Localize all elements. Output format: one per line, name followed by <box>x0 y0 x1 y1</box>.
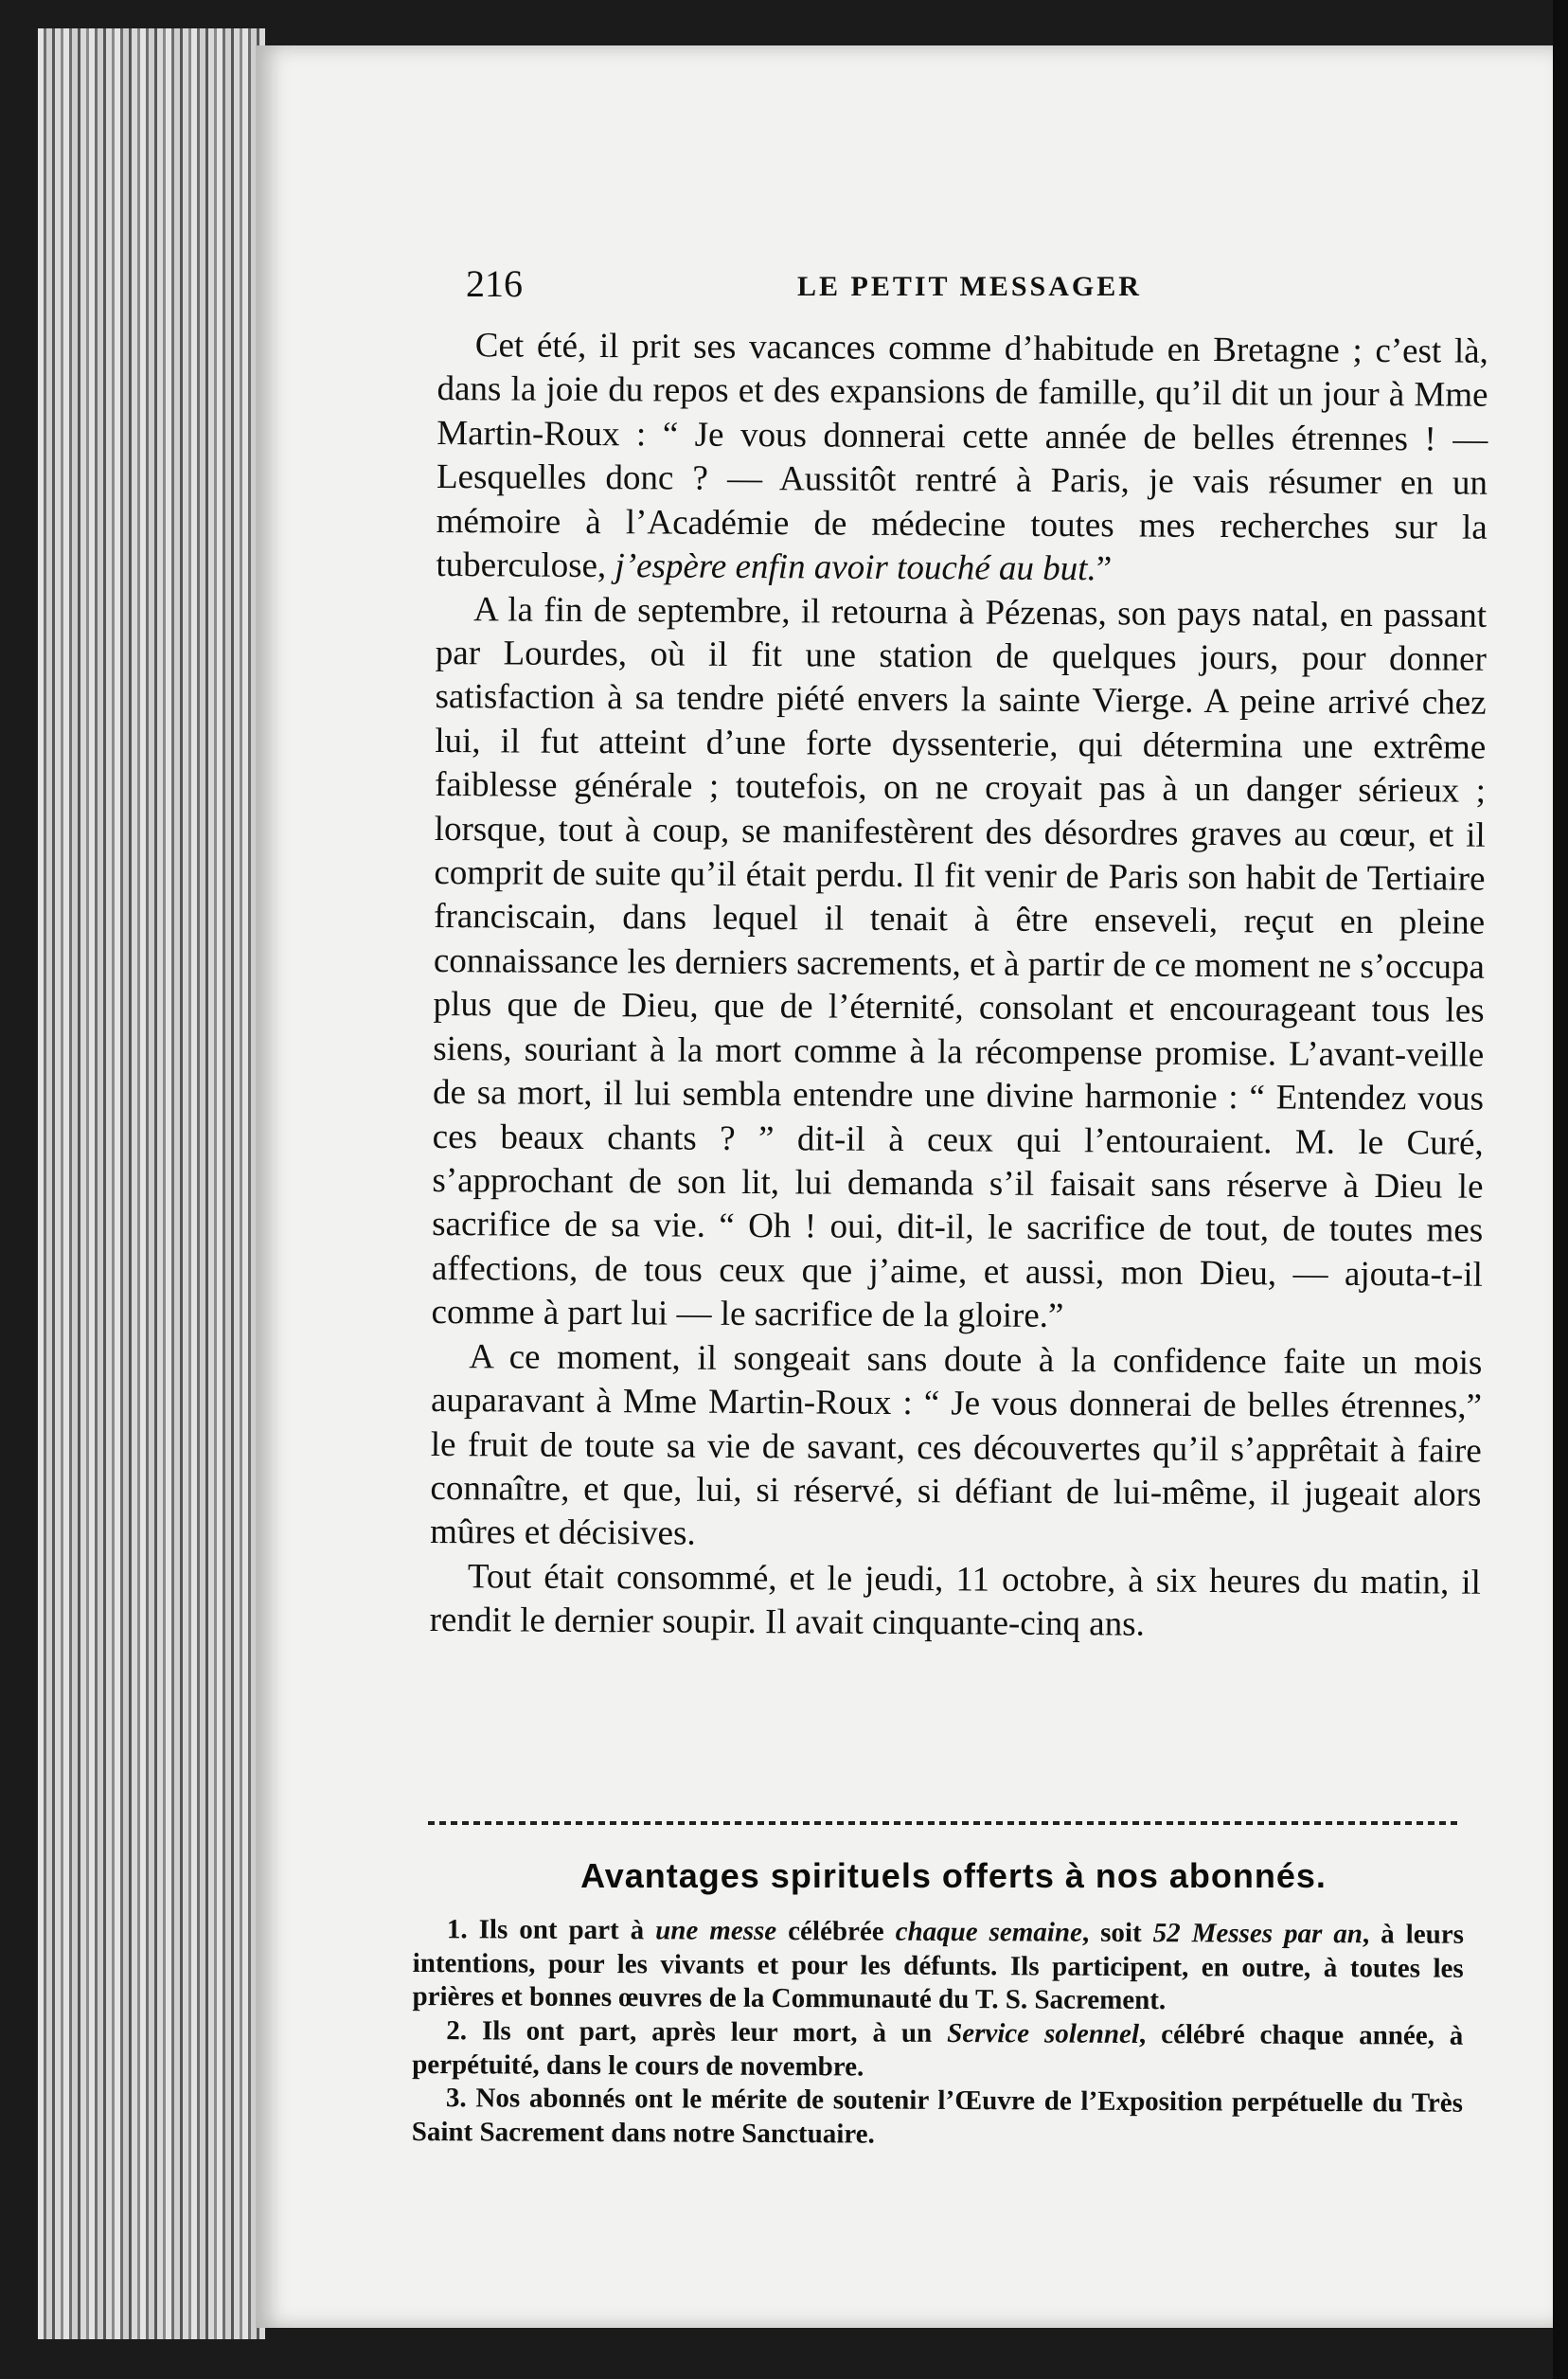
page-shadow-edge <box>1553 0 1568 2379</box>
page-number: 216 <box>466 262 523 305</box>
benefit-1-text-b: célébrée <box>776 1916 896 1947</box>
paragraph-4: Tout était consommé, et le jeudi, 11 octobre, à six heures du matin, il rendit le dernier soupir. Il avait cinquante-cinq ans. <box>429 1557 1482 1644</box>
running-title: LE PETIT MESSAGER <box>797 271 1142 302</box>
benefits-list <box>412 1913 1464 2155</box>
benefit-2-number: 2. <box>446 2015 468 2047</box>
paragraph-1-text: Cet été, il prit ses vacances comme d’habitude en Bretagne ; c’est là, dans la joie du repos et des expansions de famille, qu’il dit un jour à Mme Martin-Roux : “ Je vous donnerai cette année de belles étrennes ! — Lesquelles donc ? — Aussitôt rentré à Paris, je vais résumer en un mémoire à l’Académie de médecine toutes mes recherches sur la tuberculose, <box>436 326 1488 586</box>
paragraph-1 <box>436 324 1488 594</box>
benefit-1-italic-2: chaque semaine <box>895 1916 1083 1948</box>
benefit-1-italic-3: 52 Messes par an <box>1152 1918 1363 1950</box>
benefit-2-text-b: , célébré chaque année, à perpétuité, dans le cours de novembre. <box>412 2018 1464 2083</box>
paragraph-1-italic: j’espère enfin avoir touché au but. <box>615 546 1096 589</box>
benefit-1-text-a: Ils ont part à <box>478 1914 656 1946</box>
section-title: Avantages spirituels offerts à nos abonnés. <box>580 1856 1327 1895</box>
paragraph-2: A la fin de septembre, il retourna à Pézenas, son pays natal, en passant par Lourdes, où il fit une station de quelques jours, pour donner satisfaction à sa tendre piété envers la sainte Vierge. A peine arrivé chez lui, il fut atteint d’une forte dyssenterie, qui détermina une extrême faiblesse générale ; toutefois, on ne croyait pas à un danger sérieux ; lorsque, tout à coup, se manifestèrent des désordres graves au cœur, et il comprit de suite qu’il était perdu. Il fit venir de Paris son habit de Tertiaire franciscain, dans lequel il tenait à être enseveli, reçut en pleine connaissance les derniers sacrements, et à partir de ce moment ne s’occupa plus que de Dieu, que de l’éternité, consolant et encourageant tous les siens, souriant à la mort comme à la récompense promise. L’avant-veille de sa mort, il lui sembla entendre une divine harmonie : “ Entendez vous ces beaux chants ? ” dit-il à ceux qui l’entouraient. M. le Curé, s’approchant de son lit, lui demanda s’il faisait sans réserve à Dieu le sacrifice de sa vie. “ Oh ! oui, dit-il, le sacrifice de tout, de toutes mes affections, de tous ceux que j’aime, et aussi, mon Dieu, — ajouta-t-il comme à part lui — le sacrifice de la gloire.” <box>431 589 1488 1336</box>
benefit-3-number: 3. <box>445 2083 467 2114</box>
benefit-item-1 <box>412 1913 1464 2020</box>
page-header <box>466 261 1488 318</box>
book-page-edges <box>38 28 265 2339</box>
benefit-2-text-a: Ils ont part, après leur mort, à un <box>481 2015 948 2048</box>
benefit-1-italic-1: une messe <box>655 1915 777 1947</box>
benefit-1-text-c: , soit <box>1081 1917 1153 1949</box>
benefit-item-2 <box>412 2014 1463 2087</box>
benefit-item-3 <box>412 2082 1463 2155</box>
benefit-2-italic: Service solennel <box>947 2017 1140 2049</box>
paragraph-1-end: ” <box>1096 549 1113 589</box>
benefit-3-text: Nos abonnés ont le mérite de soutenir l’Œuvre de l’Exposition perpétuelle du Très Saint Sacrement dans notre Sanctuaire. <box>411 2083 1464 2150</box>
benefit-1-number: 1. <box>446 1914 468 1945</box>
article-body <box>429 324 1488 1649</box>
benefit-1-text-d: , à leurs intentions, pour les vivants et pour les défunts. Ils participent, en outre, à toutes les prières et bonnes œuvres de la Communauté du T. S. Sacrement. <box>412 1919 1465 2016</box>
paragraph-3: A ce moment, il songeait sans doute à la confidence faite un mois auparavant à Mme Martin-Roux : “ Je vous donnerai de belles étrennes,” le fruit de toute sa vie de savant, ces découvertes qu’il s’apprêtait à faire connaître, et que, lui, si réservé, si défiant de lui-même, il jugeait alors mûres et décisives. <box>430 1336 1483 1554</box>
